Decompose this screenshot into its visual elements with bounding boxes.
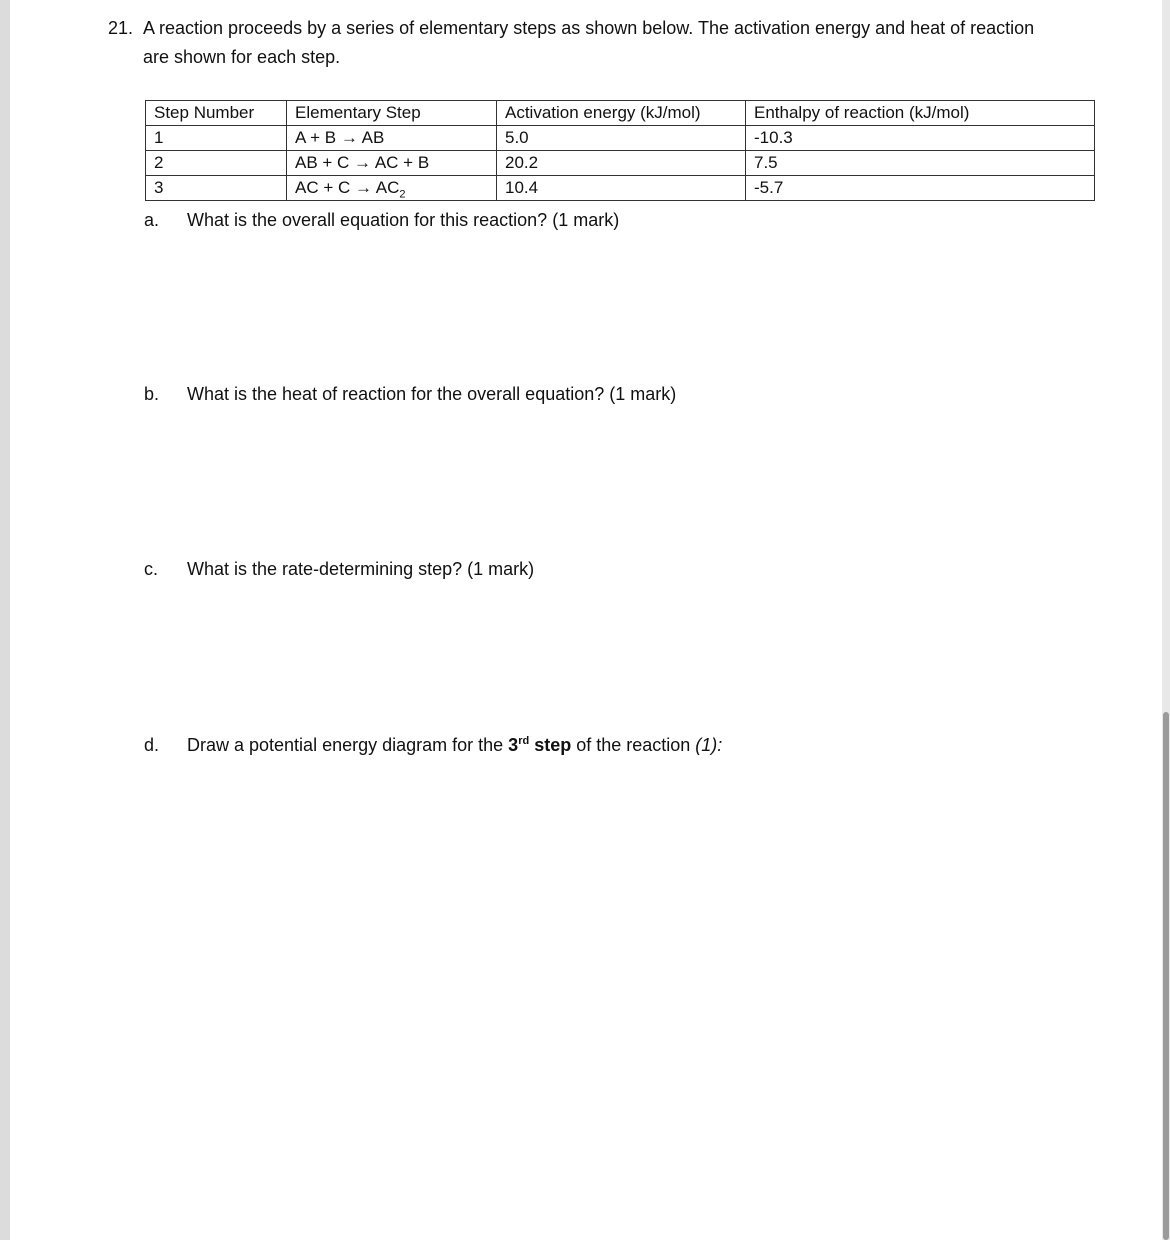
subquestion-marks-italic: (1):	[695, 735, 723, 755]
question-text-2: are shown for each step.	[143, 47, 341, 67]
table-row	[146, 151, 1095, 176]
header-elementary-step: Elementary Step	[287, 101, 497, 126]
subquestion-text: What is the heat of reaction for the overall equation? (1 mark)	[187, 384, 677, 404]
equation-text: AB + C → AC + B	[295, 153, 430, 172]
activation-energy-cell: 20.2	[497, 151, 746, 176]
equation-text: AC + C → AC	[295, 178, 400, 197]
header-enthalpy: Enthalpy of reaction (kJ/mol)	[746, 101, 1095, 126]
step-word-bold: step	[529, 735, 572, 755]
subquestion-letter: b.	[144, 384, 160, 404]
subquestion-letter: a.	[144, 210, 160, 230]
subquestion-letter: d.	[144, 735, 160, 755]
subquestion-text: What is the rate-determining step? (1 mark)	[187, 559, 535, 579]
question-stem-line-1	[108, 14, 1098, 43]
elementary-steps-table	[145, 100, 1095, 201]
activation-energy-cell: 10.4	[497, 176, 746, 201]
step-number-cell: 3	[146, 176, 287, 201]
question-stem	[108, 14, 1098, 72]
elementary-step-cell	[287, 176, 497, 201]
table-row	[146, 126, 1095, 151]
subquestion-text-middle: of the reaction	[571, 735, 696, 755]
question-number: 21.	[108, 18, 134, 38]
vertical-scrollbar[interactable]	[1162, 0, 1170, 1240]
subquestion-text-start: Draw a potential energy diagram for the	[187, 735, 509, 755]
enthalpy-cell: -5.7	[746, 176, 1095, 201]
ordinal-superscript: rd	[518, 735, 530, 747]
subquestion-b	[144, 382, 676, 406]
document-page	[10, 0, 1162, 1240]
step-number-cell: 2	[146, 151, 287, 176]
table-row	[146, 176, 1095, 201]
question-text-1: A reaction proceeds by a series of elementary steps as shown below. The activation energy and heat of reaction	[143, 18, 1035, 38]
table-header-row	[146, 101, 1095, 126]
elementary-step-cell	[287, 126, 497, 151]
equation-text: A + B → AB	[295, 128, 385, 147]
step-number-cell: 1	[146, 126, 287, 151]
subquestion-a	[144, 208, 619, 232]
subquestion-text: What is the overall equation for this reaction? (1 mark)	[187, 210, 620, 230]
subquestion-d	[144, 733, 722, 757]
scrollbar-thumb[interactable]	[1163, 712, 1169, 1240]
header-activation-energy: Activation energy (kJ/mol)	[497, 101, 746, 126]
enthalpy-cell: 7.5	[746, 151, 1095, 176]
header-step-number: Step Number	[146, 101, 287, 126]
activation-energy-cell: 5.0	[497, 126, 746, 151]
subquestion-letter: c.	[144, 559, 159, 579]
enthalpy-cell: -10.3	[746, 126, 1095, 151]
equation-subscript: 2	[399, 188, 406, 201]
subquestion-c	[144, 557, 534, 581]
step-number-bold: 3	[508, 735, 519, 755]
elementary-step-cell	[287, 151, 497, 176]
